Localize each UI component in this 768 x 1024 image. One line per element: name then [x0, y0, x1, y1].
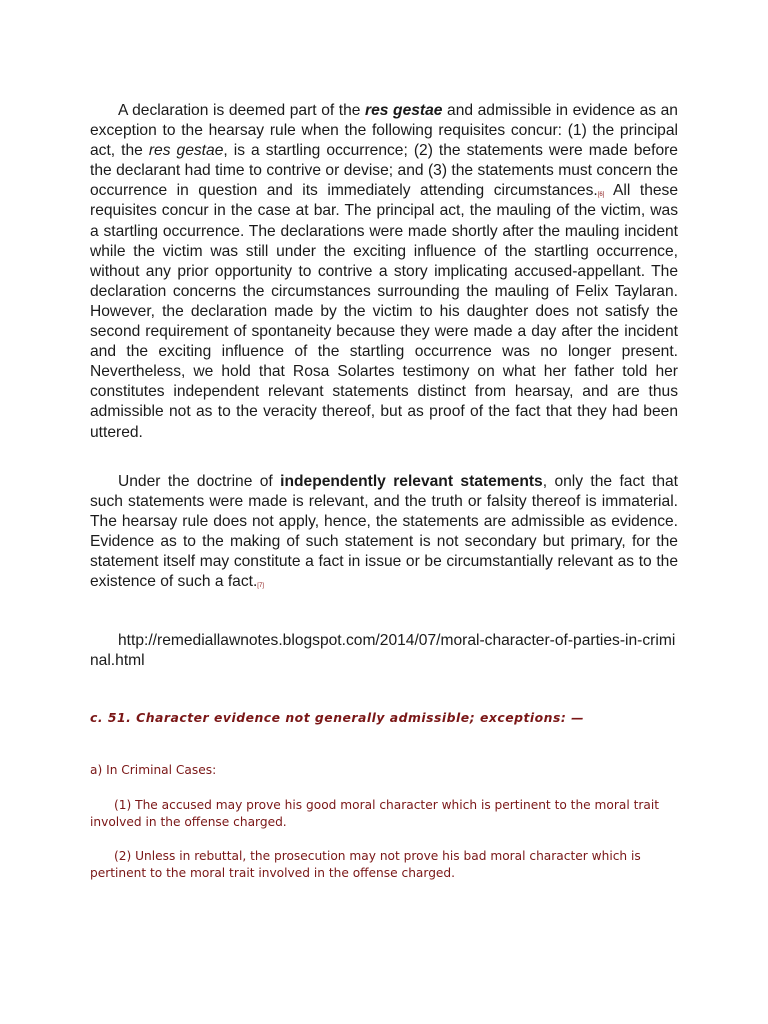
- source-url[interactable]: http://remediallawnotes.blogspot.com/2014/07/moral-character-of-parties-in-criminal.html: [90, 632, 676, 670]
- text-run: A declaration is deemed part of the: [118, 102, 366, 119]
- text-run: Under the doctrine of: [118, 473, 281, 490]
- paragraph-independently-relevant: [90, 472, 678, 593]
- emphasis-res-gestae: res gestae: [365, 102, 443, 119]
- text-run: , only the fact that such statements were made is relevant, and the truth or falsity thereof is immaterial. The hearsay rule does not apply, hence, the statements are admissible as evidence. Evidence as to the making of such statement is not secondary but primary, for the statement itself may constitute a fact in issue or be circumstantially relevant as to the existence of such a fact.: [90, 473, 678, 591]
- text-run: All these requisites concur in the case at bar. The principal act, the mauling of the victim, was a startling occurrence. The declarations were made shortly after the mauling incident while the victim was still under the exciting influence of the startling occurrence, without any prior opportunity to contrive a story implicating accused-appellant. The declaration concerns the circumstances surrounding the mauling of Felix Taylaran. However, the declaration made by the victim to his daughter does not satisfy the second requirement of spontaneity because they were made a day after the incident and the exciting influence of the startling occurrence was no longer present. Nevertheless, we hold that Rosa Solartes testimony on what her father told her constitutes independent relevant statements distinct from hearsay, and are thus admissible not as to the veracity thereof, but as proof of the fact that they had been uttered.: [90, 182, 679, 441]
- footnote-ref-6[interactable]: [6]: [597, 192, 605, 199]
- footnote-ref-7[interactable]: [7]: [257, 583, 264, 590]
- bold-term: independently relevant statements: [280, 473, 543, 490]
- text-run: , is a startling occurrence; (2) the statements were made before the declarant had time to contrive or devise; and (3) the statements must concern the occurrence in question and its immediately attending circumstances.: [90, 142, 678, 200]
- subheading: a) In Criminal Cases:: [90, 763, 217, 777]
- list-item: (2) Unless in rebuttal, the prosecution may not prove his bad moral character which is pertinent to the moral trait involved in the offense charged.: [90, 849, 641, 880]
- paragraph-res-gestae: [90, 101, 678, 443]
- text-run: and admissible in evidence as an exception to the hearsay rule when the following requisites concur: (1) the principal act, the: [90, 102, 678, 160]
- section-title: c. 51. Character evidence not generally admissible; exceptions: —: [90, 710, 585, 725]
- list-item: (1) The accused may prove his good moral character which is pertinent to the moral trait involved in the offense charged.: [90, 798, 660, 829]
- emphasis-res-gestae: res gestae: [148, 142, 224, 160]
